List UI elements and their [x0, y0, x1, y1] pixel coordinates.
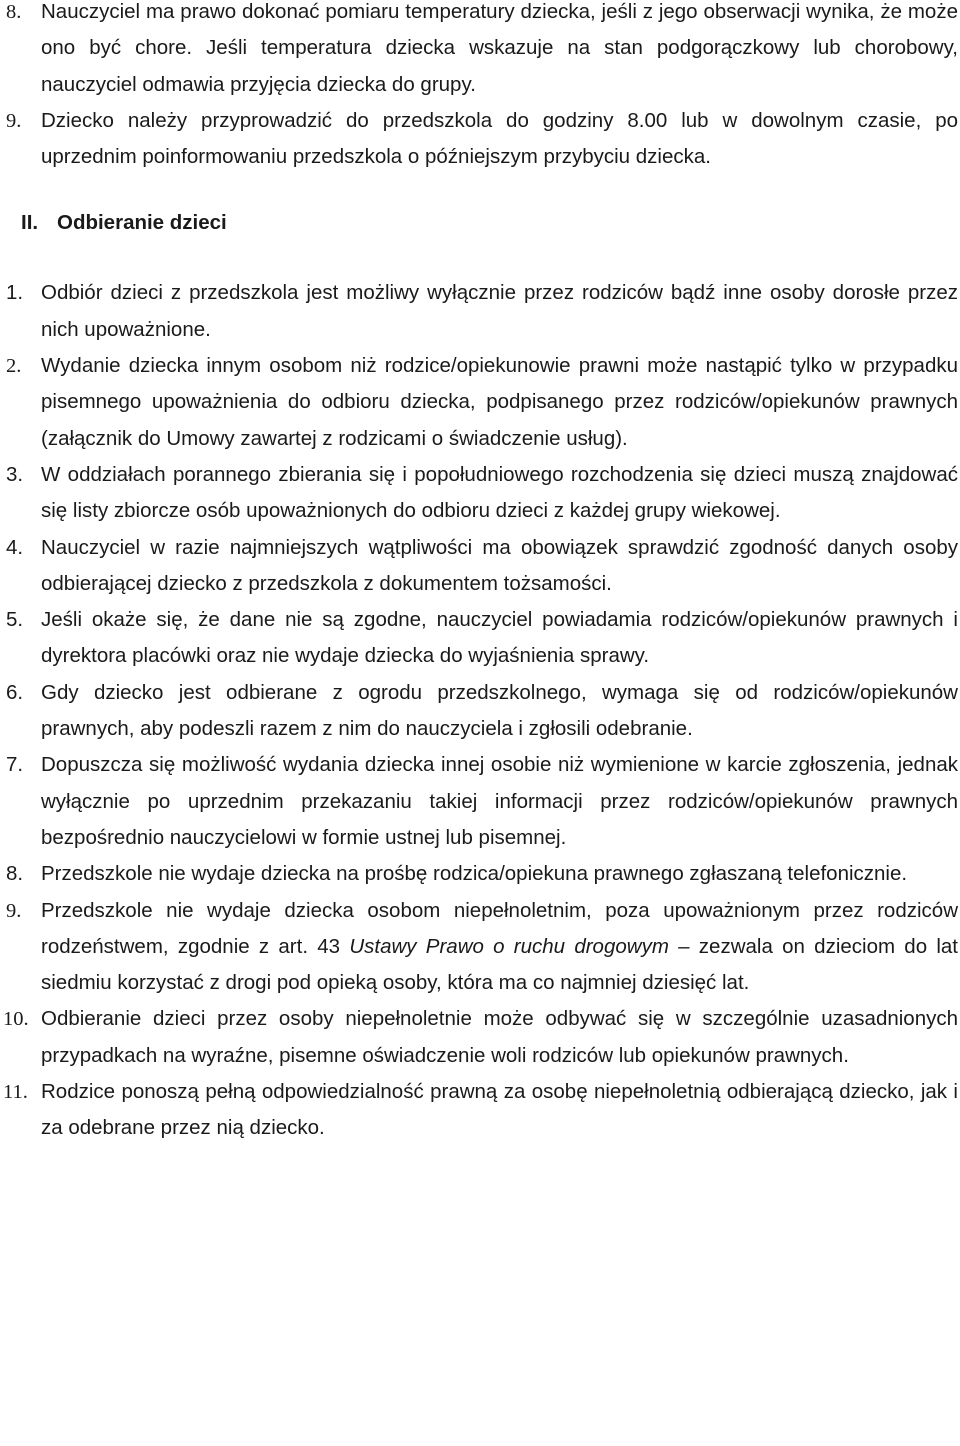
item-number: 9.	[6, 109, 22, 132]
list-item	[0, 348, 960, 457]
item-text: Dopuszcza się możliwość wydania dziecka innej osobie niż wymienione w karcie zgłoszenia, jednak wyłącznie po uprzednim przekazaniu takiej informacji przez rodziców/opiekunów prawnych bezpośrednio nauczycielowi w formie ustnej lub pisemnej.	[41, 753, 958, 849]
item-text-part: – zezwala on dzieciom do lat siedmiu korzystać z drogi pod opieką osoby, która ma co najmniej dziesięć lat.	[41, 934, 959, 995]
item-number: 8.	[6, 862, 24, 886]
item-text-part: Przedszkole nie wydaje dziecka osobom niepełnoletnim, poza upoważnionym przez rodziców rodzeństwem, zgodnie z art. 43	[41, 898, 958, 958]
item-text: Przedszkole nie wydaje dziecka na prośbę rodzica/opiekuna prawnego zgłaszaną telefonicznie.	[41, 862, 908, 886]
section-heading	[0, 205, 960, 241]
item-text: Wydanie dziecka innym osobom niż rodzice/opiekunowie prawni może nastąpić tylko w przypadku pisemnego upoważnienia do odbioru dziecka, podpisanego przez rodziców/opiekunów prawnych (załącznik do Umowy zawartej z rodzicami o świadczenie usług).	[41, 354, 958, 450]
item-text: Nauczyciel ma prawo dokonać pomiaru temperatury dziecka, jeśli z jego obserwacji wynika, że może ono być chore. Jeśli temperatura dziecka wskazuje na stan podgorączkowy lub chorobowy, nauczyciel odmawia przyjęcia dziecka do grupy.	[41, 0, 958, 96]
list-item	[0, 530, 960, 603]
list-item	[0, 1001, 960, 1074]
item-number: 8.	[6, 1, 22, 23]
item-number: 5.	[6, 608, 24, 632]
list-item	[0, 602, 960, 675]
item-number: 2.	[6, 355, 22, 378]
item-number: 7.	[6, 753, 24, 777]
section-title: Odbieranie dzieci	[57, 211, 227, 235]
item-number: 10.	[3, 1008, 29, 1031]
item-number: 6.	[6, 680, 24, 704]
item-number: 1.	[6, 281, 24, 305]
section-numeral: II.	[21, 211, 39, 235]
item-text: Gdy dziecko jest odbierane z ogrodu przedszkolnego, wymaga się od rodziców/opiekunów prawnych, aby podeszli razem z nim do nauczyciela i zgłosili odebranie.	[41, 680, 958, 741]
list-item	[0, 893, 960, 1002]
list-item	[0, 103, 960, 176]
list-item	[0, 747, 960, 856]
item-text: Odbieranie dzieci przez osoby niepełnoletnie może odbywać się w szczególnie uzasadnionych przypadkach na wyraźne, pisemne oświadczenie woli rodziców lub opiekunów prawnych.	[41, 1007, 958, 1067]
list-item	[0, 0, 960, 103]
law-title: Ustawy Prawo o ruchu drogowym	[349, 934, 669, 958]
item-text	[41, 893, 958, 1002]
list-item	[0, 275, 960, 348]
item-text: Nauczyciel w razie najmniejszych wątpliwości ma obowiązek sprawdzić zgodność danych osoby odbierającej dziecko z przedszkola z dokumentem tożsamości.	[41, 535, 958, 595]
item-number: 9.	[6, 899, 22, 922]
list-item	[0, 856, 960, 892]
item-text: Dziecko należy przyprowadzić do przedszkola do godziny 8.00 lub w dowolnym czasie, po uprzednim poinformowaniu przedszkola o późniejszym przybyciu dziecka.	[41, 108, 958, 169]
item-number: 3.	[6, 462, 24, 486]
item-number: 4.	[6, 535, 24, 559]
item-text: Odbiór dzieci z przedszkola jest możliwy wyłącznie przez rodziców bądź inne osoby dorosłe przez nich upoważnione.	[41, 281, 958, 341]
item-text: Jeśli okaże się, że dane nie są zgodne, nauczyciel powiadamia rodziców/opiekunów prawnych i dyrektora placówki oraz nie wydaje dziecka do wyjaśnienia sprawy.	[41, 608, 958, 668]
item-number: 11.	[3, 1081, 28, 1104]
item-text: Rodzice ponoszą pełną odpowiedzialność prawną za osobę niepełnoletnią odbierającą dziecko, jak i za odebrane przez nią dziecko.	[41, 1080, 958, 1140]
list-item	[0, 457, 960, 530]
list-item	[0, 675, 960, 748]
item-text: W oddziałach porannego zbierania się i popołudniowego rozchodzenia się dzieci muszą znajdować się listy zbiorcze osób upoważnionych do odbioru dzieci z każdej grupy wiekowej.	[41, 462, 958, 523]
list-item	[0, 1074, 960, 1147]
